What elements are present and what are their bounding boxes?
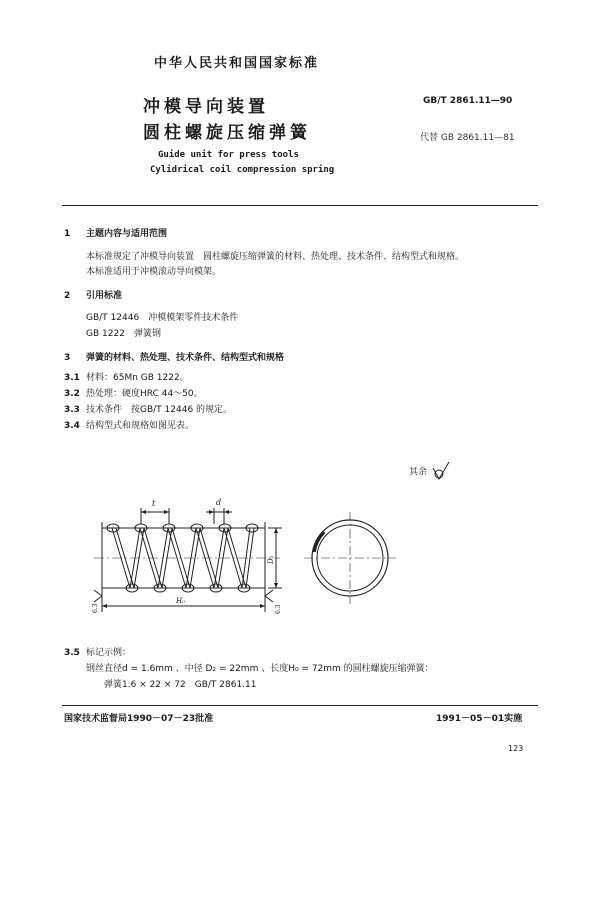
page-number: 123 (508, 744, 524, 753)
replaces-standard: 代替 GB 2861.11—81 (420, 133, 515, 143)
clause-3-1-text: 材料：65Mn GB 1222。 (86, 373, 189, 383)
section-2-number: 2 (64, 291, 71, 301)
clause-3-2-text: 热处理：硬度HRC 44～50。 (86, 389, 203, 399)
clause-3-5 (64, 645, 131, 658)
clause-3-4-number: 3.4 (64, 421, 80, 431)
issuing-agency: 中华人民共和国国家标准 (154, 56, 320, 71)
clause-3-3 (64, 402, 232, 415)
section-3-number: 3 (64, 353, 71, 363)
reference-1 (86, 310, 238, 323)
footer-rule (62, 705, 538, 706)
marking-example-description: 钢丝直径d = 1.6mm 、中径 D₂ = 22mm 、长度H₀ = 72mm 的圆柱螺旋压缩弹簧： (86, 664, 434, 674)
roughness-symbol-icon (430, 461, 452, 483)
section-1-heading (64, 226, 167, 239)
clause-3-2 (64, 386, 203, 399)
spring-side-view (90, 494, 290, 620)
clause-3-4-text: 结构型式和规格如图见表。 (86, 421, 195, 431)
reference-2-code: GB 1222 (86, 329, 125, 339)
section-3-title: 弹簧的材料、热处理、技术条件、结构型式和规格 (86, 353, 285, 363)
clause-3-1 (64, 370, 189, 383)
title-line-2: 圆柱螺旋压缩弹簧 (143, 123, 311, 143)
english-title-line-1: Guide unit for press tools (158, 150, 299, 160)
section-3-heading (64, 350, 284, 363)
section-2-heading (64, 288, 122, 301)
clause-3-1-number: 3.1 (64, 373, 80, 383)
reference-2-name: 弹簧钢 (133, 329, 161, 339)
roughness-note (409, 461, 452, 483)
marking-example-designation: 弹簧1.6 × 22 × 72 GB/T 2861.11 (104, 680, 257, 690)
reference-1-code: GB/T 12446 (86, 313, 140, 323)
implementation-date: 1991－05－01实施 (436, 714, 523, 724)
clause-3-5-number: 3.5 (64, 648, 80, 658)
clause-3-3-text: 技术条件 按GB/T 12446 的规定。 (86, 405, 233, 415)
clause-3-2-number: 3.2 (64, 389, 80, 399)
section-1-paragraph-1: 本标准规定了冲模导向装置 圆柱螺旋压缩弹簧的材料、热处理、技术条件、结构型式和规格。 (86, 252, 465, 262)
title-line-1: 冲模导向装置 (143, 97, 269, 117)
clause-3-4 (64, 418, 194, 431)
section-1-number: 1 (64, 229, 71, 239)
section-1-paragraph-2: 本标准适用于冲模滚动导向模架。 (86, 267, 222, 277)
reference-2 (86, 326, 161, 339)
reference-1-name: 冲模模架零件技术条件 (148, 313, 239, 323)
english-title-line-2: Cylidrical coil compression spring (150, 165, 335, 175)
spring-end-view (300, 508, 400, 608)
header-rule (62, 205, 538, 206)
clause-3-5-title: 标记示例： (86, 648, 132, 658)
approval-date: 国家技术监督局1990－07－23批准 (64, 714, 214, 724)
surface-left-label: 6.3 (92, 603, 99, 613)
clause-3-3-number: 3.3 (64, 405, 80, 415)
surface-right-label: 6.3 (275, 604, 282, 614)
section-2-title: 引用标准 (86, 291, 123, 301)
section-1-title: 主题内容与适用范围 (86, 229, 168, 239)
dimension-H0-label: H₀ (176, 597, 185, 605)
dimension-d-label: d (216, 498, 222, 507)
roughness-label: 其余 (409, 467, 428, 478)
dimension-t-label: t (152, 499, 156, 508)
dimension-D2-label: D₂ (267, 555, 275, 564)
standard-number: GB/T 2861.11—90 (423, 96, 513, 106)
